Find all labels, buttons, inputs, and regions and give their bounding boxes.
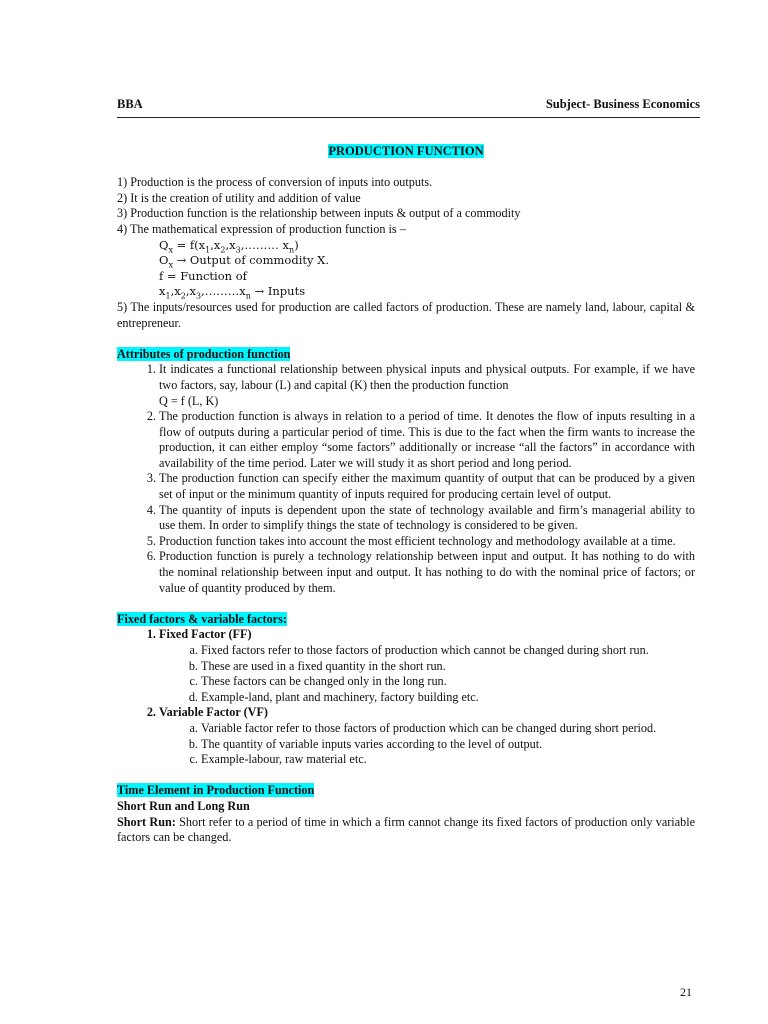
fixed-factor-label: Fixed Factor (FF): [159, 627, 252, 642]
header-course: BBA: [117, 97, 143, 111]
short-run-text: Short refer to a period of time in which a firm cannot change its fixed factors of production only variable factors can be changed.: [117, 814, 695, 845]
attribute-item-5: 5. Production function takes into account the most efficient technology and methodology available at a time.: [159, 534, 695, 550]
equation-line-3: f = Function of: [159, 268, 247, 283]
factors-heading: Fixed factors & variable factors:: [117, 611, 287, 626]
fixed-point-b: b. These are used in a fixed quantity in the short run.: [201, 659, 695, 675]
equation-line-4: $x_1,x_2,x_3,\dots\dots\dots x_n$ → Inputs: [159, 284, 306, 301]
fixed-point-c: c. These factors can be changed only in the long run.: [201, 674, 695, 690]
equation-line-2: $O_x$ → Output of commodity X.: [159, 253, 329, 270]
attributes-heading: Attributes of production function: [117, 346, 291, 361]
variable-factor-item: [159, 705, 695, 767]
variable-point-b: b. The quantity of variable inputs varies according to the level of output.: [201, 737, 695, 753]
intro-point-2: 2) It is the creation of utility and addition of value: [117, 190, 361, 205]
time-heading-line: [117, 783, 695, 799]
short-long-run-subheading: Short Run and Long Run: [117, 798, 250, 813]
time-heading: Time Element in Production Function: [117, 783, 315, 798]
variable-factor-label: Variable Factor (VF): [159, 705, 268, 720]
intro-point-5: 5) The inputs/resources used for production are called factors of production. These are namely land, labour, capital & entrepreneur.: [117, 299, 695, 330]
factors-heading-line: [117, 612, 695, 628]
title-line: [117, 144, 695, 160]
fixed-factor-points: [159, 643, 695, 705]
attribute-item-2: 2. The production function is always in relation to a period of time. It denotes the flow of inputs resulting in a flow of outputs during a particular period of time. This is due to the fact when the firm wants to increase the production, it can either employ “some factors” additionally or increase “all the factors” in accordance with availability of the time period. Later we will study it as short period and long period.: [159, 409, 695, 471]
variable-point-c: c. Example-labour, raw material etc.: [201, 752, 695, 768]
attribute-item-4: 4. The quantity of inputs is dependent upon the state of technology available and firm’s managerial ability to use them. In order to simplify things the state of technology is considered to be given.: [159, 503, 695, 534]
fixed-point-a: a. Fixed factors refer to those factors of production which cannot be changed during short run.: [201, 643, 695, 659]
intro-point-1: 1) Production is the process of conversion of inputs into outputs.: [117, 175, 433, 190]
page-number: 21: [680, 985, 692, 999]
fixed-point-d: d. Example-land, plant and machinery, factory building etc.: [201, 690, 695, 706]
page-header: [117, 97, 700, 117]
attribute-item-1: 1. It indicates a functional relationship between physical inputs and physical outputs. For example, if we have two factors, say, labour (L) and capital (K) then the production function Q = f (L, K): [159, 362, 695, 409]
attributes-list: [117, 362, 695, 596]
attribute-item-6: 6. Production function is purely a technology relationship between input and output. It has nothing to do with the nominal relationship between input and output. It has nothing to do with the nominal price of factors; or value of quantity produced by them.: [159, 549, 695, 596]
variable-point-a: a. Variable factor refer to those factors of production which can be changed during short period.: [201, 721, 695, 737]
attributes-heading-line: [117, 347, 695, 363]
fixed-factor-item: [159, 627, 695, 705]
attribute-formula: Q = f (L, K): [159, 393, 219, 408]
page-title: PRODUCTION FUNCTION: [328, 144, 484, 158]
short-run-label: Short Run:: [117, 814, 176, 829]
variable-factor-points: [159, 721, 695, 768]
short-run-paragraph: [117, 815, 695, 846]
intro-point-4: 4) The mathematical expression of production function is –: [117, 221, 406, 236]
document-body: [117, 144, 695, 846]
attribute-item-3: 3. The production function can specify either the maximum quantity of output that can be produced by a given set of input or the minimum quantity of inputs required for producing certain level of output.: [159, 471, 695, 502]
intro-point-3: 3) Production function is the relationship between inputs & output of a commodity: [117, 206, 521, 221]
header-divider: [117, 117, 700, 118]
factors-list: [117, 627, 695, 767]
header-subject: Subject- Business Economics: [545, 97, 700, 111]
equation-line-1: $Q_x$ = $f(x_1,x_2,x_3,\dots\dots\dots$ $x_n$): [159, 237, 299, 254]
